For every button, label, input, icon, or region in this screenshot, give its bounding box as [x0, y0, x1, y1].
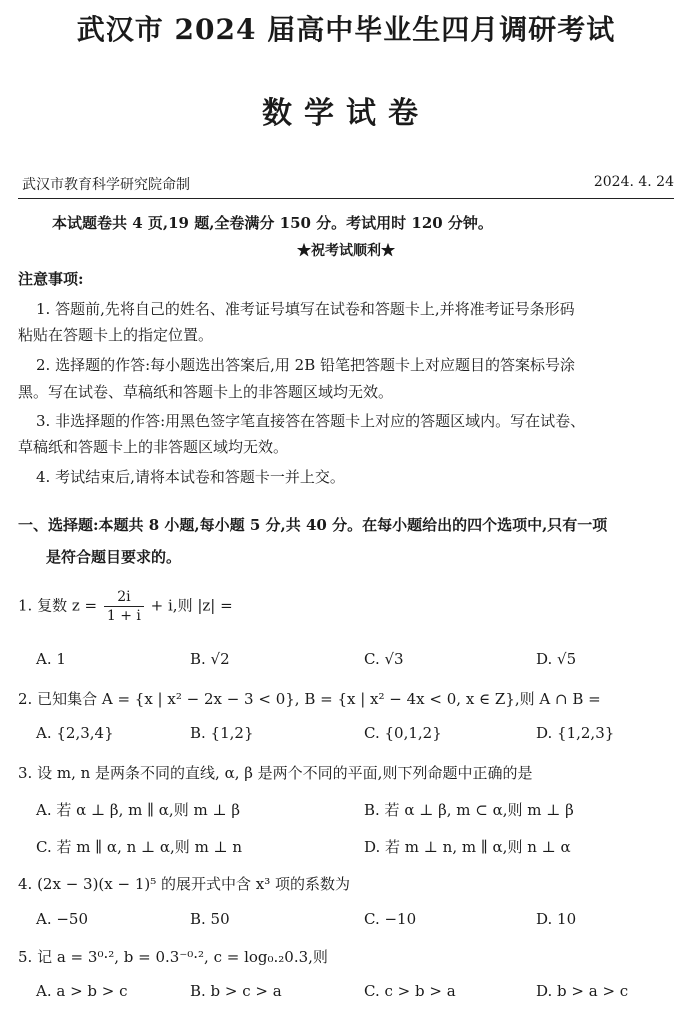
q3-option-b: B. 若 α ⊥ β, m ⊂ α,则 m ⊥ β [364, 801, 574, 819]
notes-line: 2. 选择题的作答:每小题选出答案后,用 2B 铅笔把答题卡上对应题目的答案标号涂 [36, 356, 576, 374]
q4-option-b: B. 50 [190, 910, 230, 928]
notes-line: 黑。写在试卷、草稿纸和答题卡上的非答题区域均无效。 [18, 383, 394, 401]
q1-suffix: + i,则 |z| = [150, 596, 233, 615]
question-4: 4. (2x − 3)(x − 1)⁵ 的展开式中含 x³ 项的系数为 [18, 875, 351, 893]
q4-option-a: A. −50 [36, 910, 89, 928]
question-2: 2. 已知集合 A = {x | x² − 2x − 3 < 0}, B = {x | x² − 4x < 0, x ∈ Z},则 A ∩ B = [18, 690, 601, 708]
notes-line: 3. 非选择题的作答:用黑色签字笔直接答在答题卡上对应的答题区域内。写在试卷、 [36, 412, 586, 430]
exam-date: 2024. 4. 24 [593, 174, 674, 190]
q1-option-b: B. √2 [190, 650, 230, 668]
q1-denominator: 1 + i [106, 608, 141, 624]
q1-numerator: 2i [104, 588, 144, 607]
q2-option-b: B. {1,2} [190, 724, 254, 742]
exam-summary: 本试题卷共 4 页,19 题,全卷满分 150 分。考试用时 120 分钟。 [52, 214, 493, 232]
exam-title: 武汉市 2024 届高中毕业生四月调研考试 [76, 13, 616, 46]
q5-option-b: B. b > c > a [190, 982, 282, 1000]
good-luck-banner: ★祝考试顺利★ [297, 243, 395, 259]
notes-heading: 注意事项: [18, 270, 84, 288]
question-1 [18, 588, 233, 625]
q5-option-d: D. b > a > c [536, 982, 629, 1000]
q3-option-a: A. 若 α ⊥ β, m ∥ α,则 m ⊥ β [36, 801, 241, 819]
q1-option-a: A. 1 [36, 650, 66, 668]
q1-fraction [104, 588, 144, 625]
q3-option-d: D. 若 m ⊥ n, m ∥ α,则 n ⊥ α [364, 838, 571, 856]
q2-option-c: C. {0,1,2} [364, 724, 442, 742]
section-heading: 一、选择题:本题共 8 小题,每小题 5 分,共 40 分。在每小题给出的四个选项中,只有一项 [18, 516, 608, 534]
q1-prefix: 1. 复数 z = [18, 596, 98, 615]
issuing-org: 武汉市教育科学研究院命制 [22, 177, 190, 193]
q4-option-c: C. −10 [364, 910, 417, 928]
section-heading-cont: 是符合题目要求的。 [46, 548, 182, 566]
q1-option-c: C. √3 [364, 650, 404, 668]
question-5: 5. 记 a = 3⁰·², b = 0.3⁻⁰·², c = log₀.₂0.3,则 [18, 948, 328, 966]
q5-option-a: A. a > b > c [36, 982, 128, 1000]
q2-option-d: D. {1,2,3} [536, 724, 615, 742]
q4-option-d: D. 10 [536, 910, 577, 928]
question-3: 3. 设 m, n 是两条不同的直线, α, β 是两个不同的平面,则下列命题中正确的是 [18, 764, 533, 782]
exam-subtitle: 数学试卷 [262, 96, 430, 131]
notes-line: 草稿纸和答题卡上的非答题区域均无效。 [18, 438, 289, 456]
notes-line: 4. 考试结束后,请将本试卷和答题卡一并上交。 [36, 468, 345, 486]
notes-line: 1. 答题前,先将自己的姓名、准考证号填写在试卷和答题卡上,并将准考证号条形码 [36, 300, 575, 318]
q3-option-c: C. 若 m ∥ α, n ⊥ α,则 m ⊥ n [36, 838, 243, 856]
q1-option-d: D. √5 [536, 650, 577, 668]
notes-line: 粘贴在答题卡上的指定位置。 [18, 326, 214, 344]
q5-option-c: C. c > b > a [364, 982, 456, 1000]
header-divider [18, 198, 674, 199]
q2-option-a: A. {2,3,4} [36, 724, 114, 742]
